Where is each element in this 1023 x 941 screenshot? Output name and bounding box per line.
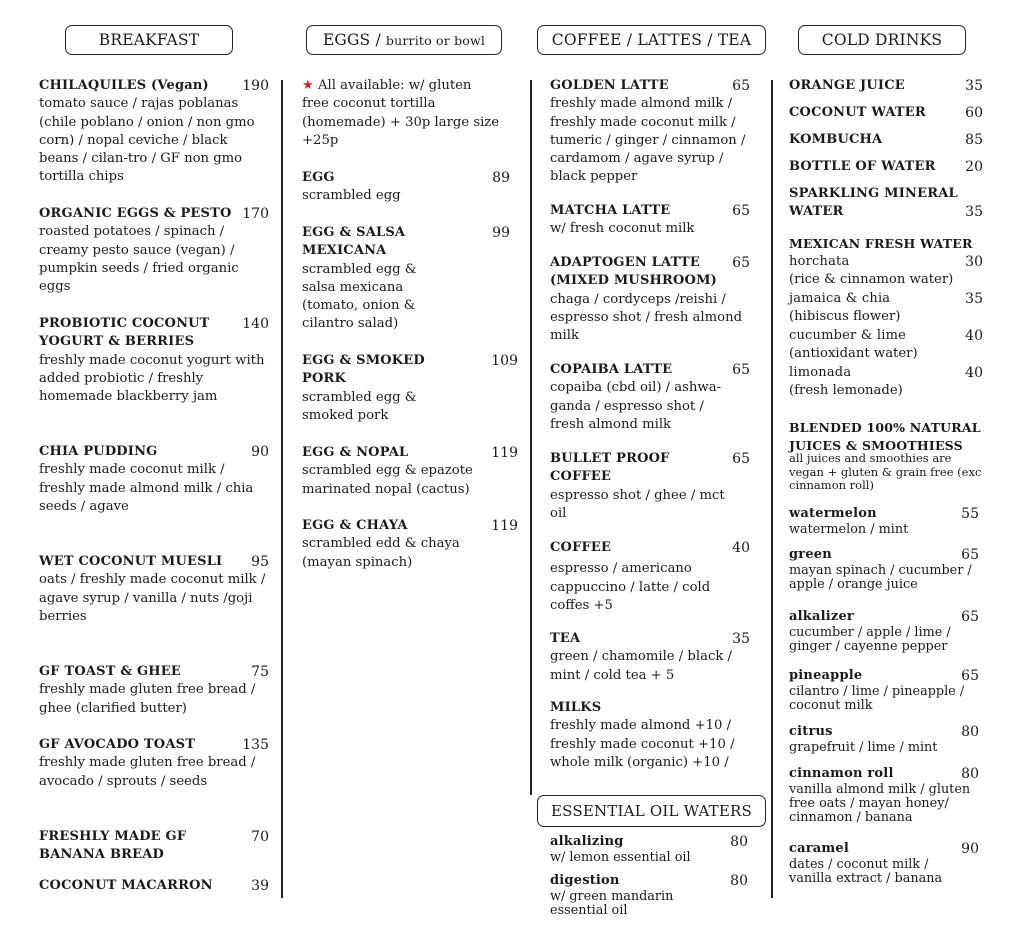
item-price: 65 [732,451,750,467]
item-price: 89 [492,170,510,186]
menu-item [789,104,983,122]
item-price: 80 [730,834,748,850]
item-desc: w/ lemon essential oil [550,850,691,866]
breakfast-heading [65,25,233,55]
divider-2 [530,80,532,795]
item-price: 65 [732,203,750,219]
item-price: 119 [491,445,518,461]
item-name: pineapple [789,668,863,683]
item-name: CHILAQUILES (Vegan) [39,78,209,93]
item-price: 65 [732,362,750,378]
menu-item [789,667,979,713]
item-price: 30 [965,254,983,270]
item-name: digestion [550,873,620,888]
item-name: CHIA PUDDING [39,444,158,459]
menu-item [550,77,750,187]
item-name: citrus [789,724,833,739]
item-price: 80 [961,724,979,740]
item-desc: freshly made gluten free bread / ghee (clarified butter) [39,682,256,716]
menu-item [789,290,983,327]
item-name: KOMBUCHA [789,132,883,147]
item-price: 119 [491,518,518,534]
item-name: EGG & SMOKED PORK [302,353,425,387]
item-desc: (antioxidant water) [789,346,918,362]
item-price: 95 [251,554,269,570]
coffee-title: COFFEE / LATTES / TEA [551,31,752,49]
oils-title: ESSENTIAL OIL WATERS [551,802,752,820]
item-name: EGG & CHAYA [302,518,408,533]
menu-item [789,253,983,290]
coffee-heading [537,25,766,55]
item-name: COPAIBA LATTE [550,362,673,377]
fresh-water-title [789,235,989,254]
item-name: EGG & NOPAL [302,445,409,460]
menu-item [550,630,750,685]
item-price: 99 [492,225,510,241]
menu-item [302,224,510,334]
item-desc: (hibiscus flower) [789,309,901,325]
item-desc: freshly made coconut milk / freshly made almond milk / chia seeds / agave [39,462,254,514]
item-desc: watermelon / mint [789,522,909,538]
item-desc: scrambled egg & smoked pork [302,389,417,423]
menu-item [302,517,518,572]
item-price: 40 [732,540,750,556]
menu-item [550,361,750,434]
item-price: 75 [251,664,269,680]
item-desc: w/ fresh coconut milk [550,221,695,237]
item-desc: scrambled egg & epazote marinated nopal (cactus) [302,463,473,497]
item-price: 39 [251,878,269,894]
fresh-water-label: MEXICAN FRESH WATER [789,236,973,251]
eggs-subtitle: burrito or bowl [385,32,486,48]
cold-heading [798,25,966,55]
item-price: 65 [961,668,979,684]
item-price: 190 [242,78,269,94]
menu-item [39,205,269,296]
item-name: BOTTLE OF WATER [789,159,936,174]
item-desc: tomato sauce / rajas poblanas (chile poblano / onion / non gmo corn) / nopal ceviche / black beans / cilan-tro / GF non gmo tortilla chips [39,96,255,185]
menu-item [302,444,518,499]
item-price: 140 [242,316,269,332]
menu-item [550,699,755,772]
menu-item [789,77,983,95]
item-price: 170 [242,206,269,222]
item-price: 70 [251,829,269,845]
item-name: alkalizing [550,834,624,849]
item-name: SPARKLING MINERAL WATER [789,186,958,220]
menu-item [789,364,983,401]
item-price: 90 [251,444,269,460]
item-name: BULLET PROOF COFFEE [550,451,670,485]
item-desc: freshly made gluten free bread / avocado / sprouts / seeds [39,755,256,789]
item-name: ADAPTOGEN LATTE (MIXED MUSHROOM) [550,255,718,289]
blended-title [789,419,989,455]
item-name: cinnamon roll [789,766,894,781]
menu-item [789,505,979,537]
item-price: 90 [961,841,979,857]
item-desc: espresso shot / ghee / mct oil [550,487,725,521]
item-desc: freshly made coconut yogurt with added probiotic / freshly homemade blackberry jam [39,352,265,405]
item-price: 65 [961,547,979,563]
blended-note [789,452,984,493]
item-name: COCONUT MACARRON [39,878,213,893]
menu-item [789,185,983,222]
item-price: 40 [965,328,983,344]
menu-item [789,131,983,149]
item-price: 65 [961,609,979,625]
item-name: green [789,547,832,562]
divider-1 [281,80,283,898]
item-desc: cilantro / lime / pineapple / coconut milk [789,684,965,714]
item-name: MILKS [550,700,602,715]
item-price: 85 [965,132,983,148]
oils-heading [537,795,766,827]
menu-item [789,608,979,654]
item-price: 40 [965,365,983,381]
menu-item [550,833,748,865]
item-desc: mayan spinach / cucumber / apple / orange juice [789,563,972,593]
item-desc: freshly made almond milk / freshly made coconut milk / tumeric / ginger / cinnamon / cardamom / agave syrup / black pepper [550,96,746,185]
menu-item [39,315,269,406]
item-name: EGG [302,170,335,185]
item-price: 80 [730,873,748,889]
item-name: jamaica & chia [789,291,891,306]
item-name: PROBIOTIC COCONUT YOGURT & BERRIES [39,316,210,350]
menu-item [789,158,983,176]
menu-item [550,254,750,345]
item-price: 35 [965,204,983,220]
item-name: FRESHLY MADE GF BANANA BREAD [39,829,187,863]
item-desc: chaga / cordyceps /reishi / espresso shot / fresh almond milk [550,291,743,344]
item-name: ORANGE JUICE [789,78,905,93]
item-price: 135 [242,737,269,753]
item-price: 80 [961,766,979,782]
menu-item [39,736,269,791]
item-price: 109 [491,353,518,369]
blended-label: BLENDED 100% NATURAL JUICES & SMOOTHIESS [789,420,981,453]
menu-item [550,450,750,523]
item-desc: oats / freshly made coconut milk / agave syrup / vanilla / nuts /goji berries [39,572,266,624]
divider-3 [771,80,773,898]
menu-item [789,765,979,825]
item-desc: scrambled egg [302,188,401,204]
item-desc: (rice & cinnamon water) [789,272,954,288]
menu-item [39,443,269,516]
item-price: 35 [732,631,750,647]
item-desc: green / chamomile / black / mint / cold tea + 5 [550,649,732,683]
menu-item [39,553,269,626]
menu-item [39,77,269,187]
eggs-title: EGGS / [322,31,381,49]
menu-item [302,169,510,206]
item-desc: vanilla almond milk / gluten free oats / mayan honey/ cinnamon / banana [789,782,971,826]
item-name: MATCHA LATTE [550,203,671,218]
item-name: GF TOAST & GHEE [39,664,181,679]
eggs-note-text: All available: w/ gluten free coconut tortilla (homemade) + 30p large size +25p [302,78,500,148]
menu-item [550,872,748,918]
menu-item [789,546,979,592]
item-desc: dates / coconut milk / vanilla extract / banana [789,857,943,887]
item-price: 55 [961,506,979,522]
item-desc: grapefruit / lime / mint [789,740,938,756]
item-price: 35 [965,78,983,94]
item-name: watermelon [789,506,877,521]
item-name: cucumber & lime [789,328,907,343]
eggs-heading [306,25,502,55]
item-name: alkalizer [789,609,854,624]
item-desc: freshly made almond +10 / freshly made coconut +10 / whole milk (organic) +10 / [550,718,735,770]
menu-item [789,723,979,755]
item-desc: scrambled egg & salsa mexicana (tomato, onion & cilantro salad) [302,261,417,332]
item-price: 60 [965,105,983,121]
item-desc: scrambled edd & chaya (mayan spinach) [302,536,460,570]
star-icon: ★ [302,78,314,93]
item-desc: w/ green mandarin essential oil [550,889,674,919]
item-name: TEA [550,631,581,646]
item-name: ORGANIC EGGS & PESTO [39,206,232,221]
item-desc: copaiba (cbd oil) / ashwa-ganda / espresso shot / fresh almond milk [550,380,722,432]
item-desc: espresso / americano cappuccino / latte / cold coffes +5 [550,561,711,613]
item-name: EGG & SALSA MEXICANA [302,225,406,259]
item-name: GF AVOCADO TOAST [39,737,196,752]
item-desc: (fresh lemonade) [789,383,903,399]
item-name: COFFEE [550,540,612,555]
item-name: caramel [789,841,849,856]
item-name: limonada [789,365,852,380]
item-price: 65 [732,78,750,94]
menu-item [550,202,750,239]
item-name: horchata [789,254,850,269]
menu-item [39,663,269,718]
item-desc: roasted potatoes / spinach / creamy pesto sauce (vegan) / pumpkin seeds / fried organic eggs [39,224,239,295]
blended-note-text: all juices and smoothies are vegan + gluten & grain free (exc cinnamon roll) [789,451,982,492]
item-desc: cucumber / apple / lime / ginger / cayenne pepper [789,625,951,655]
menu-item [789,840,979,886]
menu-item [789,327,983,364]
menu-item [39,877,269,895]
item-name: COCONUT WATER [789,105,926,120]
eggs-note [302,77,502,150]
menu-item [39,828,269,865]
item-name: WET COCONUT MUESLI [39,554,223,569]
cold-title: COLD DRINKS [821,31,943,49]
item-name: GOLDEN LATTE [550,78,669,93]
menu-item [550,539,750,615]
breakfast-title: BREAKFAST [98,31,200,49]
item-price: 35 [965,291,983,307]
item-price: 65 [732,255,750,271]
item-price: 20 [965,159,983,175]
menu-item [302,352,518,425]
